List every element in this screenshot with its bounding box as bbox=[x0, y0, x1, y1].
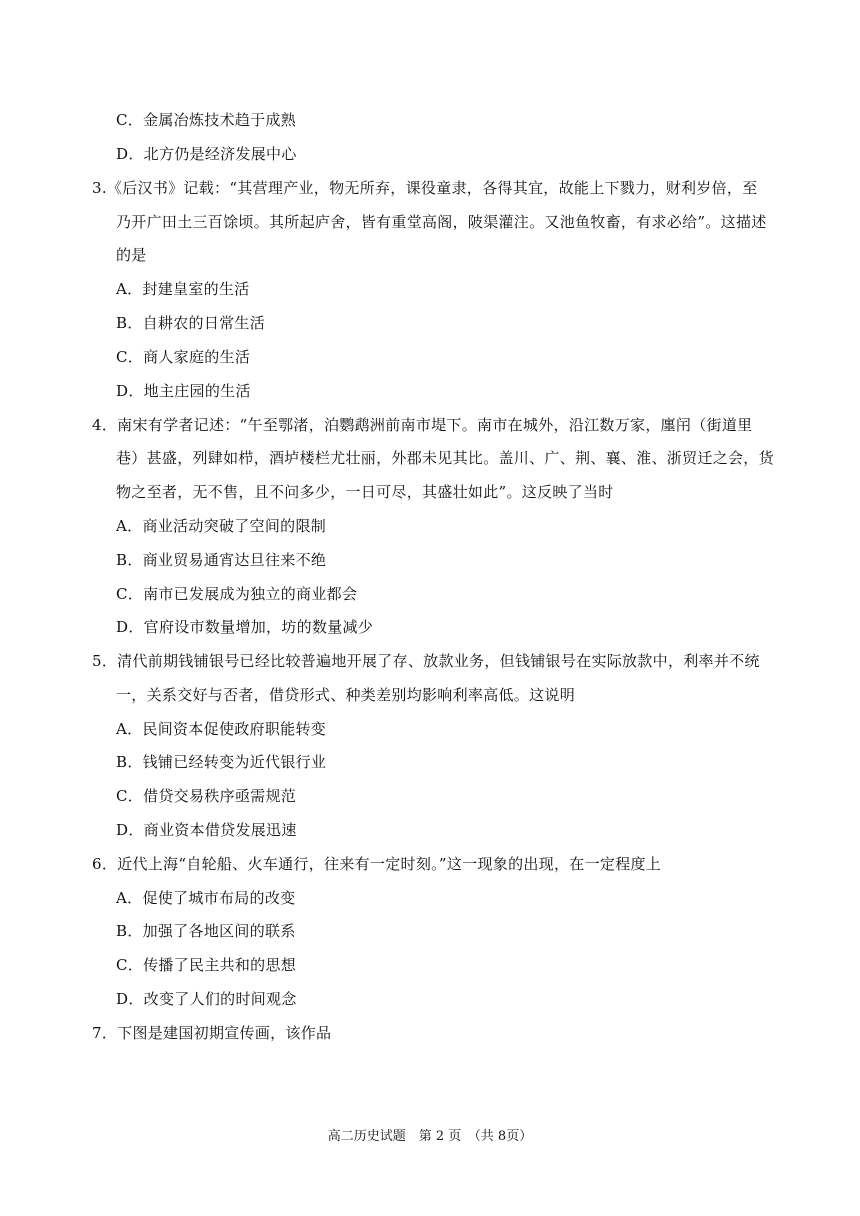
option-letter: B． bbox=[116, 922, 143, 940]
option-text: 自耕农的日常生活 bbox=[142, 314, 266, 332]
option-letter: A． bbox=[116, 889, 143, 907]
page-footer: 高二历史试题 第 2 页 （共 8页） bbox=[327, 1129, 533, 1144]
option-b bbox=[116, 550, 326, 570]
option-letter: B． bbox=[116, 551, 143, 569]
option-text: 加强了各地区间的联系 bbox=[142, 922, 296, 940]
option-letter: A． bbox=[116, 720, 143, 738]
option-b bbox=[116, 752, 326, 772]
option-text: 商业贸易通宵达旦往来不绝 bbox=[142, 551, 327, 569]
option-d bbox=[116, 381, 251, 401]
question-text: 南宋有学者记述：“午至鄂渚，泊鹦鹉洲前南市堤下。南市在城外，沿江数万家，廛闬（街道里 bbox=[117, 416, 753, 434]
option-c bbox=[116, 955, 296, 975]
option-d bbox=[116, 989, 297, 1009]
option-letter: C． bbox=[116, 787, 144, 805]
question-number: 4． bbox=[92, 416, 118, 434]
option-text: 地主庄园的生活 bbox=[143, 382, 251, 400]
option-letter: D． bbox=[116, 382, 144, 400]
option-text: 商人家庭的生活 bbox=[143, 348, 251, 366]
option-c bbox=[116, 347, 250, 367]
question-6-line-1 bbox=[92, 854, 661, 874]
question-text: 清代前期钱铺银号已经比较普遍地开展了存、放款业务，但钱铺银号在实际放款中，利率并不统 bbox=[117, 652, 760, 670]
question-3-line-1 bbox=[92, 178, 758, 198]
option-letter: D． bbox=[116, 145, 144, 163]
option-c bbox=[116, 584, 357, 604]
option-letter: D． bbox=[116, 821, 144, 839]
option-text: 官府设市数量增加，坊的数量减少 bbox=[143, 618, 374, 636]
option-letter: B． bbox=[116, 753, 143, 771]
option-c bbox=[116, 110, 296, 130]
option-text: 商业活动突破了空间的限制 bbox=[142, 517, 327, 535]
option-text: 传播了民主共和的思想 bbox=[143, 956, 297, 974]
question-3-line-2: 乃开广田土三百馀顷。其所起庐舍，皆有重堂高阁，陂渠灌注。又池鱼牧畜，有求必给”。这描述 bbox=[116, 213, 767, 231]
option-letter: A． bbox=[116, 280, 143, 298]
option-letter: C． bbox=[116, 585, 144, 603]
question-4-line-1 bbox=[92, 415, 752, 435]
option-a bbox=[116, 888, 295, 908]
option-a bbox=[116, 516, 326, 536]
option-d bbox=[116, 820, 297, 840]
question-text: 下图是建国初期宣传画，该作品 bbox=[117, 1024, 332, 1042]
option-text: 封建皇室的生活 bbox=[142, 280, 250, 298]
option-text: 北方仍是经济发展中心 bbox=[143, 145, 297, 163]
option-d bbox=[116, 617, 373, 637]
option-a bbox=[116, 719, 326, 739]
option-letter: C． bbox=[116, 956, 144, 974]
question-text: 《后汉书》记载：“其营理产业，物无所弃，课役童隶，各得其宜，故能上下戮力，财利岁倍，至 bbox=[106, 179, 758, 197]
option-text: 商业资本借贷发展迅速 bbox=[143, 821, 297, 839]
question-number: 7． bbox=[92, 1024, 118, 1042]
question-text: 近代上海“自轮船、火车通行，往来有一定时刻。”这一现象的出现，在一定程度上 bbox=[117, 855, 662, 873]
option-b bbox=[116, 921, 296, 941]
option-c bbox=[116, 786, 296, 806]
question-number: 5． bbox=[92, 652, 118, 670]
option-text: 借贷交易秩序亟需规范 bbox=[143, 787, 297, 805]
option-text: 金属冶炼技术趋于成熟 bbox=[143, 111, 297, 129]
option-letter: C． bbox=[116, 111, 144, 129]
question-5-line-1 bbox=[92, 651, 760, 671]
option-a bbox=[116, 279, 250, 299]
option-text: 促使了城市布局的改变 bbox=[142, 889, 296, 907]
option-letter: D． bbox=[116, 990, 144, 1008]
question-number: 3. bbox=[92, 179, 107, 197]
question-4-line-2: 巷）甚盛，列肆如栉，酒垆楼栏尤壮丽，外郡未见其比。盖川、广、荆、襄、淮、浙贸迁之会，货 bbox=[116, 449, 774, 467]
question-4-line-3: 物之至者，无不售，且不问多少，一日可尽，其盛壮如此”。这反映了当时 bbox=[116, 483, 614, 501]
option-letter: A． bbox=[116, 517, 143, 535]
question-number: 6． bbox=[92, 855, 118, 873]
option-text: 改变了人们的时间观念 bbox=[143, 990, 297, 1008]
option-letter: B． bbox=[116, 314, 143, 332]
option-d bbox=[116, 144, 297, 164]
question-3-line-3: 的是 bbox=[116, 246, 147, 264]
option-text: 民间资本促使政府职能转变 bbox=[142, 720, 327, 738]
question-7-line-1 bbox=[92, 1023, 331, 1043]
option-letter: C． bbox=[116, 348, 144, 366]
option-letter: D． bbox=[116, 618, 144, 636]
option-b bbox=[116, 313, 265, 333]
option-text: 钱铺已经转变为近代银行业 bbox=[142, 753, 327, 771]
question-5-line-2: 一，关系交好与否者，借贷形式、种类差别均影响利率高低。这说明 bbox=[116, 686, 576, 704]
option-text: 南市已发展成为独立的商业都会 bbox=[143, 585, 358, 603]
